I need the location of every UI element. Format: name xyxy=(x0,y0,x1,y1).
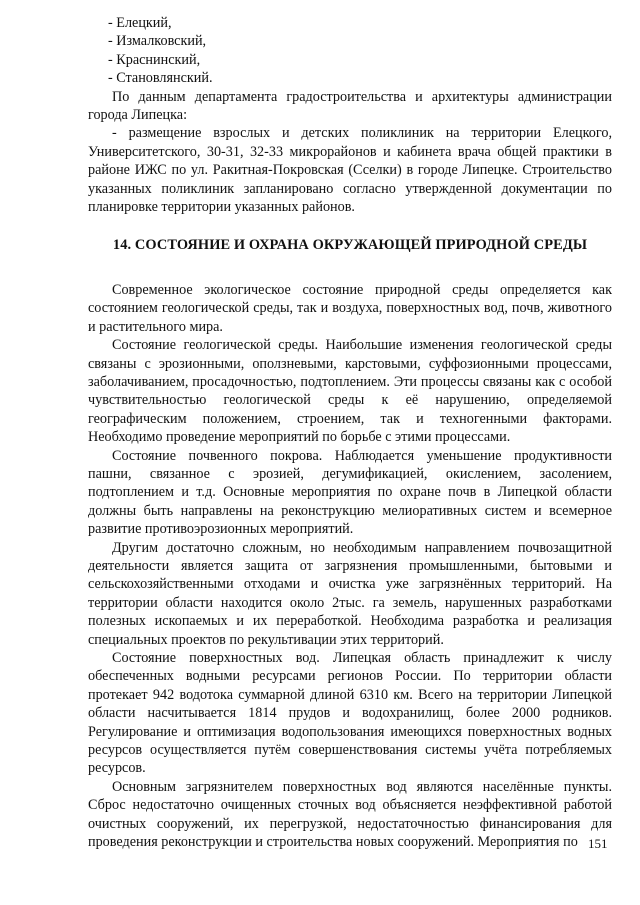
district-item: - Елецкий, xyxy=(108,15,172,31)
page-number: 151 xyxy=(588,836,608,851)
body-paragraph: Состояние почвенного покрова. Наблюдается уменьшение продуктивности пашни, связанное с эрозией, дегумификацией, окислением, засолением, подтоплением и т.д. Основные мероприятия по охране почв в Липецкой области должны быть направлены на реконструкцию мелиоративных систем и всемерное развитие противоэрозионных мероприятий. xyxy=(88,447,612,538)
district-list xyxy=(88,14,612,88)
district-item: - Краснинский, xyxy=(108,51,201,68)
district-item: - Становлянский. xyxy=(108,70,213,87)
body-paragraph: Состояние поверхностных вод. Липецкая область принадлежит к числу обеспеченных водными ресурсами регионов России. По территории области протекает 942 водотока суммарной длиной 6310 км. Всего на территории Липецкой области насчитывается 1814 прудов и водохранилищ, более 2000 родников. Регулирование и оптимизация водопользования имеющихся поверхностных водных ресурсов осуществляется путём совершенствования системы учёта потребляемых ресурсов. xyxy=(88,650,612,777)
intro-paragraph: По данным департамента градостроительства и архитектуры администрации города Липецка: xyxy=(88,88,612,124)
body-paragraph: Основным загрязнителем поверхностных вод являются населённые пункты. Сброс недостаточно очищенных сточных вод объясняется неэффективной работой очистных сооружений, их перегрузкой, недостаточностью финансирования для проведения реконструкции и строительства новых сооружений. Мероприятия по xyxy=(88,778,612,851)
document-page xyxy=(88,14,612,851)
section-heading: 14. СОСТОЯНИЕ И ОХРАНА ОКРУЖАЮЩЕЙ ПРИРОДНОЙ СРЕДЫ xyxy=(112,237,588,254)
body-paragraph: Другим достаточно сложным, но необходимым направлением почвозащитной деятельности является защита от загрязнения промышленными, бытовыми и сельскохозяйственными отходами и очистка уже загрязнённых территорий. На территории области находится около 2тыс. га земель, нарушенных разработками полезных ископаемых и их переработкой. Необходима разработка и реализация специальных проектов по рекультивации этих территорий. xyxy=(88,539,612,648)
body-paragraph: Состояние геологической среды. Наибольшие изменения геологической среды связаны с эрозионными, оползневыми, карстовыми, суффозионными процессами, заболачиванием, просадочностью, подтоплением. Эти процессы связаны как с особой чувствительностью геологической среды к её нарушению, определяемой географическим положением, строением, так и техногенными факторами. Необходимо проведение мероприятий по борьбе с этими процессами. xyxy=(88,337,612,446)
clinic-placement-paragraph: - размещение взрослых и детских поликлиник на территории Елецкого, Университетского, 30-31, 32-33 микрорайонов и кабинета врача общей практики в районе ИЖС по ул. Ракитная-Покровская (Сселки) в городе Липецке. Строительство указанных поликлиник запланировано согласно утвержденной документации по планировке территории указанных районов. xyxy=(88,125,612,216)
body-paragraph: Современное экологическое состояние природной среды определяется как состоянием геологической среды, так и воздуха, поверхностных вод, почв, животного и растительного мира. xyxy=(88,281,612,335)
district-item: - Измалковский, xyxy=(108,33,207,50)
